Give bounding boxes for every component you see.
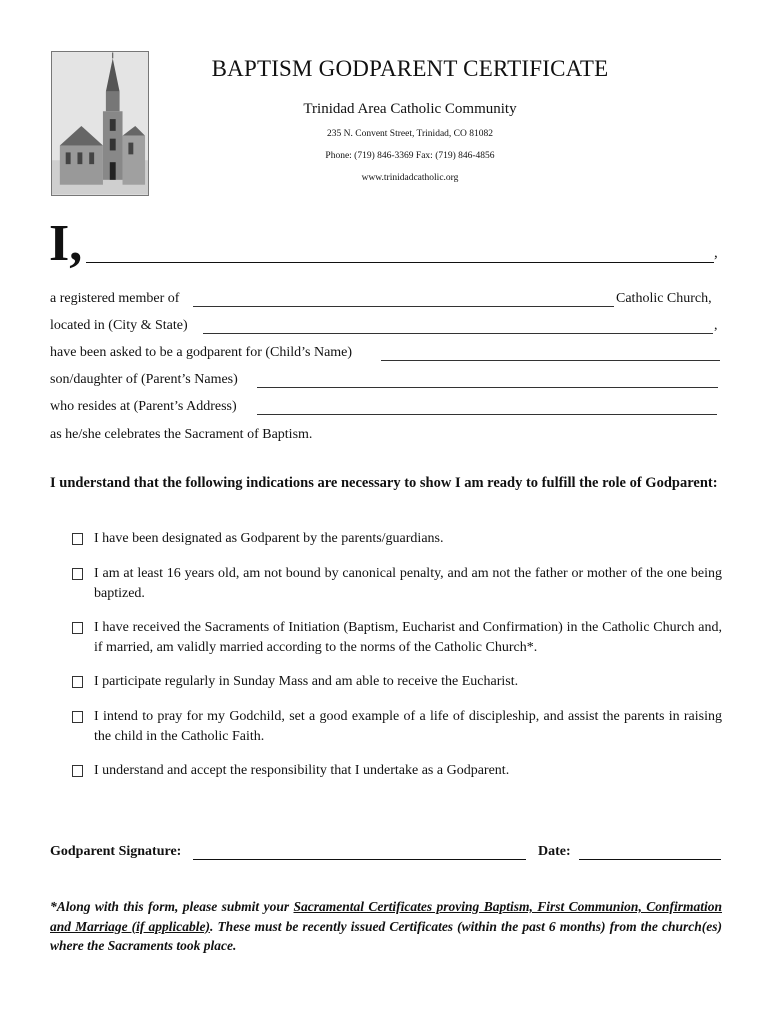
note-lead: *Along with this form, please submit your	[50, 899, 294, 914]
signature-label: Godparent Signature:	[50, 844, 182, 859]
list-item: I have received the Sacraments of Initiation (Baptism, Eucharist and Confirmation) in the Catholic Church and, if married, am validly married according to the norms of the Catholic Church*.	[72, 618, 722, 658]
child-name-label: have been asked to be a godparent for (Child’s Name)	[50, 345, 353, 360]
opening-pronoun: I,	[49, 215, 83, 272]
list-item: I am at least 16 years old, am not bound by canonical penalty, and am not the father or mother of the one being baptized.	[72, 564, 722, 604]
organization-name: Trinidad Area Catholic Community	[303, 101, 517, 117]
child-name-field[interactable]	[381, 360, 720, 361]
list-item: I have been designated as Godparent by the parents/guardians.	[72, 529, 722, 549]
parents-names-field[interactable]	[257, 387, 718, 388]
church-illustration	[51, 51, 149, 196]
parents-address-label: who resides at (Parent’s Address)	[50, 399, 237, 414]
indications-heading: I understand that the following indications are necessary to show I am ready to fulfill the role of Godparent:	[50, 475, 718, 491]
baptism-closing: as he/she celebrates the Sacrament of Baptism.	[50, 427, 313, 442]
parish-name-field[interactable]	[193, 306, 614, 307]
checkbox[interactable]	[72, 765, 83, 777]
opening-comma: ,	[714, 245, 718, 261]
certificate-requirements-note	[50, 897, 722, 956]
list-item: I intend to pray for my Godchild, set a good example of a life of discipleship, and assist the parents in raising the child in the Catholic Faith.	[72, 707, 722, 747]
certificate-title: BAPTISM GODPARENT CERTIFICATE	[211, 56, 609, 81]
city-state-field[interactable]	[203, 333, 713, 334]
checkbox[interactable]	[72, 711, 83, 723]
parents-address-field[interactable]	[257, 414, 717, 415]
member-suffix: Catholic Church,	[616, 291, 712, 306]
organization-address: 235 N. Convent Street, Trinidad, CO 81082	[327, 129, 493, 139]
checkbox[interactable]	[72, 676, 83, 688]
note-required-certificates: Sacramental Certificates proving Baptism, First Communion, Confirmation and Marriage (if applicable)	[50, 899, 722, 934]
signature-field[interactable]	[193, 859, 526, 860]
note-tail: . These must be recently issued Certificates (within the past 6 months) from the church(es) where the Sacraments took place.	[50, 918, 722, 953]
organization-phone: Phone: (719) 846-3369 Fax: (719) 846-4856	[325, 151, 495, 161]
list-item: I participate regularly in Sunday Mass and am able to receive the Eucharist.	[72, 672, 722, 692]
member-label: a registered member of	[50, 291, 180, 306]
checkbox[interactable]	[72, 533, 83, 545]
checkbox[interactable]	[72, 568, 83, 580]
organization-website: www.trinidadcatholic.org	[361, 173, 459, 183]
checkbox[interactable]	[72, 622, 83, 634]
list-item: I understand and accept the responsibility that I undertake as a Godparent.	[72, 761, 722, 781]
date-field[interactable]	[579, 859, 721, 860]
date-label: Date:	[538, 844, 571, 859]
godparent-name-field[interactable]	[86, 262, 714, 263]
located-suffix: ,	[714, 318, 718, 333]
located-label: located in (City & State)	[50, 318, 188, 333]
parents-names-label: son/daughter of (Parent’s Names)	[50, 372, 238, 387]
